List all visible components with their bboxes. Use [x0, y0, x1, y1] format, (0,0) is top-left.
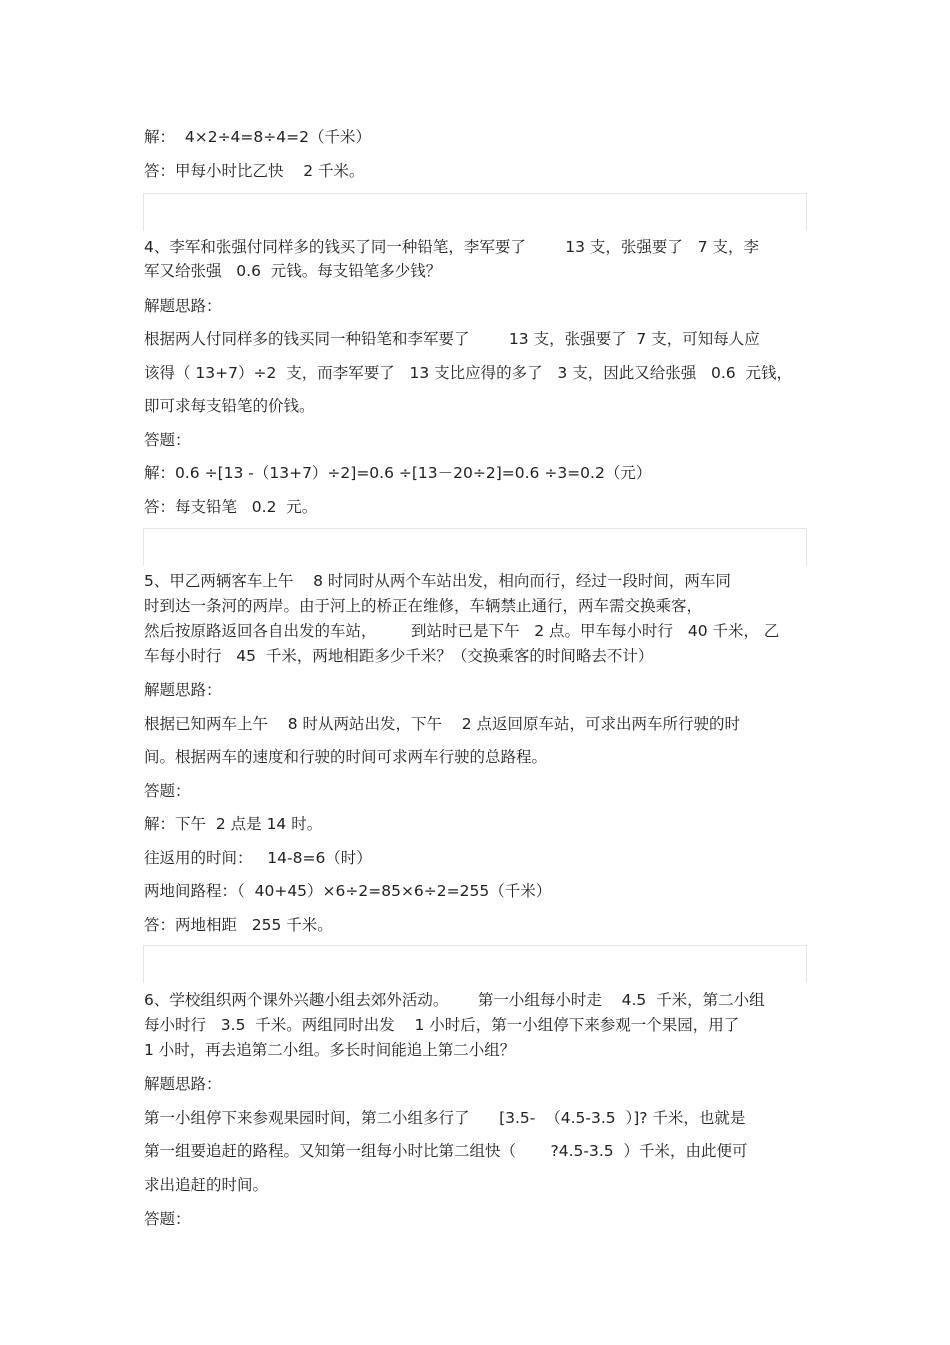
section-divider — [143, 528, 807, 566]
q5-question-line-2: 时到达一条河的两岸。由于河上的桥正在维修，车辆禁止通行，两车需交换乘客， — [144, 597, 703, 615]
q5-question-line-3: 然后按原路返回各自出发的车站， 到站时已是下午 2 点。甲车每小时行 40 千米， 乙 — [144, 622, 780, 640]
q5-solution-line-1: 解：下午 2 点是 14 时。 — [144, 815, 323, 833]
section-divider — [143, 193, 807, 231]
q4-question-line-2: 军又给张强 0.6 元钱。每支铅笔多少钱？ — [144, 262, 442, 280]
q5-solution-line-2: 往返用的时间： 14-8=6（时） — [144, 849, 372, 867]
q4-solution-line: 解：0.6 ÷[13 -（13+7）÷2]=0.6 ÷[13－20÷2]=0.6 ÷3=0.2（元） — [144, 464, 652, 482]
q4-thinking-line-1: 根据两人付同样多的钱买同一种铅笔和李军要了 13 支，张强要了 7 支，可知每人应 — [144, 330, 760, 348]
q5-thinking-line-2: 间。根据两车的速度和行驶的时间可求两车行驶的总路程。 — [144, 748, 548, 766]
q6-question-line-2: 每小时行 3.5 千米。两组同时出发 1 小时后，第一小组停下来参观一个果园，用了 — [144, 1016, 740, 1034]
q6-thinking-label: 解题思路： — [144, 1075, 222, 1093]
solution-line: 解： 4×2÷4=8÷4=2（千米） — [144, 128, 371, 146]
q6-answer-label: 答题： — [144, 1210, 191, 1228]
q5-thinking-line-1: 根据已知两车上午 8 时从两站出发，下午 2 点返回原车站，可求出两车所行驶的时 — [144, 715, 740, 733]
q4-thinking-line-2: 该得（ 13+7）÷2 支，而李军要了 13 支比应得的多了 3 支，因此又给张强 0.6 元钱， — [144, 364, 792, 382]
q6-thinking-line-1: 第一小组停下来参观果园时间，第二小组多行了 [3.5- （4.5-3.5 ）]? 千米，也就是 — [144, 1109, 746, 1127]
q4-thinking-label: 解题思路： — [144, 297, 222, 315]
section-divider — [143, 945, 807, 983]
q6-question-line-1: 6、学校组织两个课外兴趣小组去郊外活动。 第一小组每小时走 4.5 千米，第二小组 — [144, 991, 765, 1009]
q4-question-line-1: 4、李军和张强付同样多的钱买了同一种铅笔，李军要了 13 支，张强要了 7 支，李 — [144, 238, 759, 256]
q4-answer-label: 答题： — [144, 431, 191, 449]
q6-thinking-line-2: 第一组要追赶的路程。又知第一组每小时比第二组快（ ?4.5-3.5 ）千米，由此便可 — [144, 1142, 748, 1160]
q5-question-line-4: 车每小时行 45 千米，两地相距多少千米？（交换乘客的时间略去不计） — [144, 647, 654, 665]
answer-line: 答：甲每小时比乙快 2 千米。 — [144, 162, 365, 180]
q5-question-line-1: 5、甲乙两辆客车上午 8 时同时从两个车站出发，相向而行，经过一段时间，两车同 — [144, 572, 731, 590]
q5-solution-line-3: 两地间路程：（ 40+45）×6÷2=85×6÷2=255（千米） — [144, 882, 552, 900]
q4-answer-line: 答：每支铅笔 0.2 元。 — [144, 498, 318, 516]
q4-thinking-line-3: 即可求每支铅笔的价钱。 — [144, 397, 315, 415]
q5-thinking-label: 解题思路： — [144, 681, 222, 699]
q6-thinking-line-3: 求出追赶的时间。 — [144, 1176, 269, 1194]
q5-answer-label: 答题： — [144, 782, 191, 800]
q5-answer-line: 答：两地相距 255 千米。 — [144, 916, 333, 934]
q6-question-line-3: 1 小时，再去追第二小组。多长时间能追上第二小组？ — [144, 1041, 516, 1059]
